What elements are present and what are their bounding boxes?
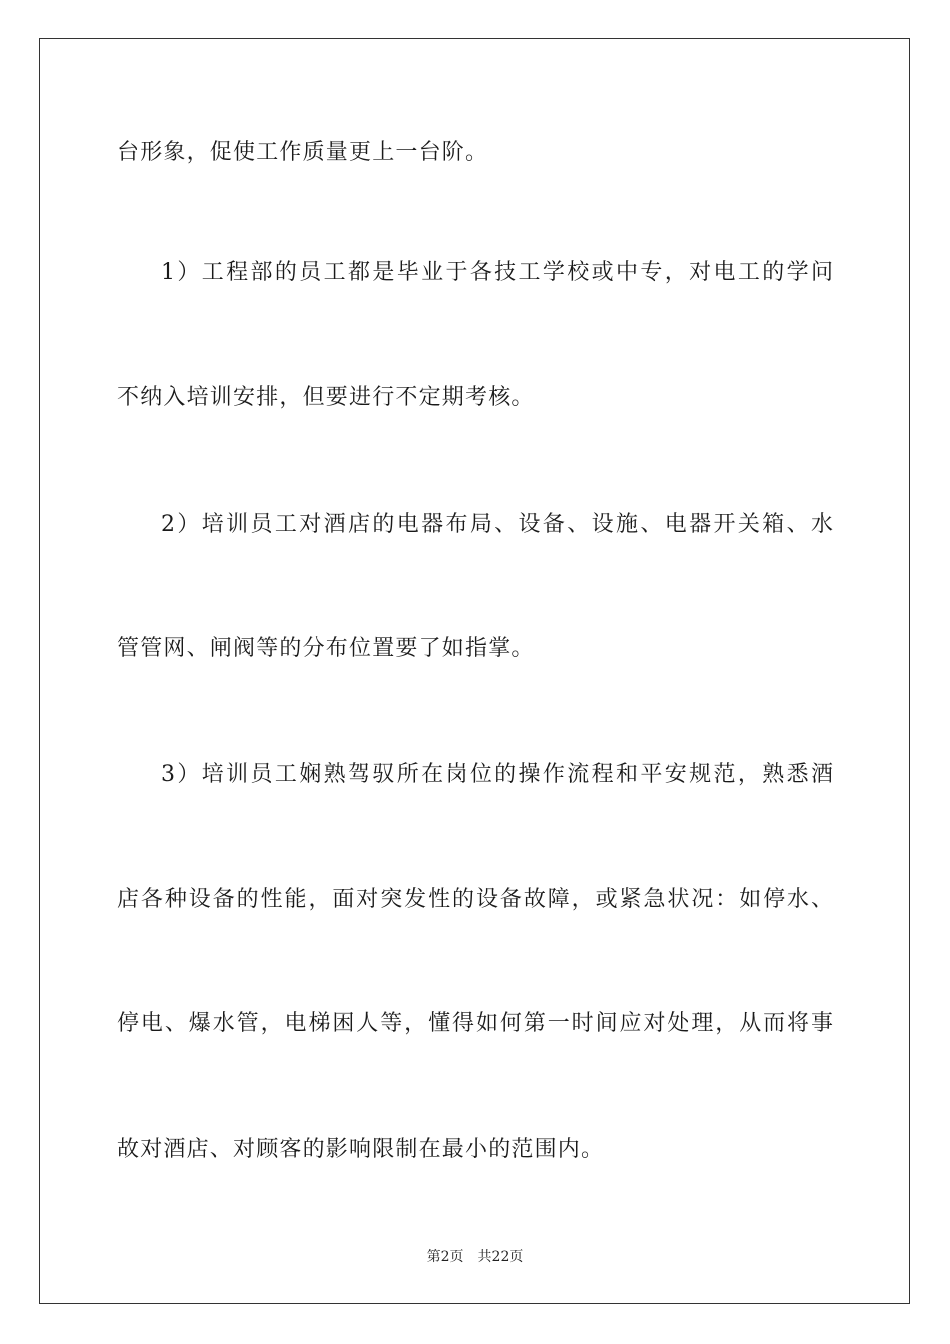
text-line: 店各种设备的性能，面对突发性的设备故障，或紧急状况：如停水、 xyxy=(117,887,833,912)
text-line: 1）工程部的员工都是毕业于各技工学校或中专，对电工的学问 xyxy=(161,260,833,285)
text-line: 停电、爆水管，电梯困人等，懂得如何第一时间应对处理，从而将事 xyxy=(117,1011,833,1036)
text-line: 不纳入培训安排，但要进行不定期考核。 xyxy=(117,385,535,410)
text-line: 管管网、闸阀等的分布位置要了如指掌。 xyxy=(117,636,535,661)
page-total: 共22页 xyxy=(477,1249,524,1265)
page-number: 第2页 xyxy=(426,1249,464,1265)
text-line: 故对酒店、对顾客的影响限制在最小的范围内。 xyxy=(117,1137,605,1162)
page-frame xyxy=(39,38,910,1304)
text-line: 3）培训员工娴熟驾驭所在岗位的操作流程和平安规范，熟悉酒 xyxy=(161,762,833,787)
text-line: 台形象，促使工作质量更上一台阶。 xyxy=(117,140,489,165)
text-line: 2）培训员工对酒店的电器布局、设备、设施、电器开关箱、水 xyxy=(161,512,833,537)
page-footer xyxy=(0,1248,950,1266)
